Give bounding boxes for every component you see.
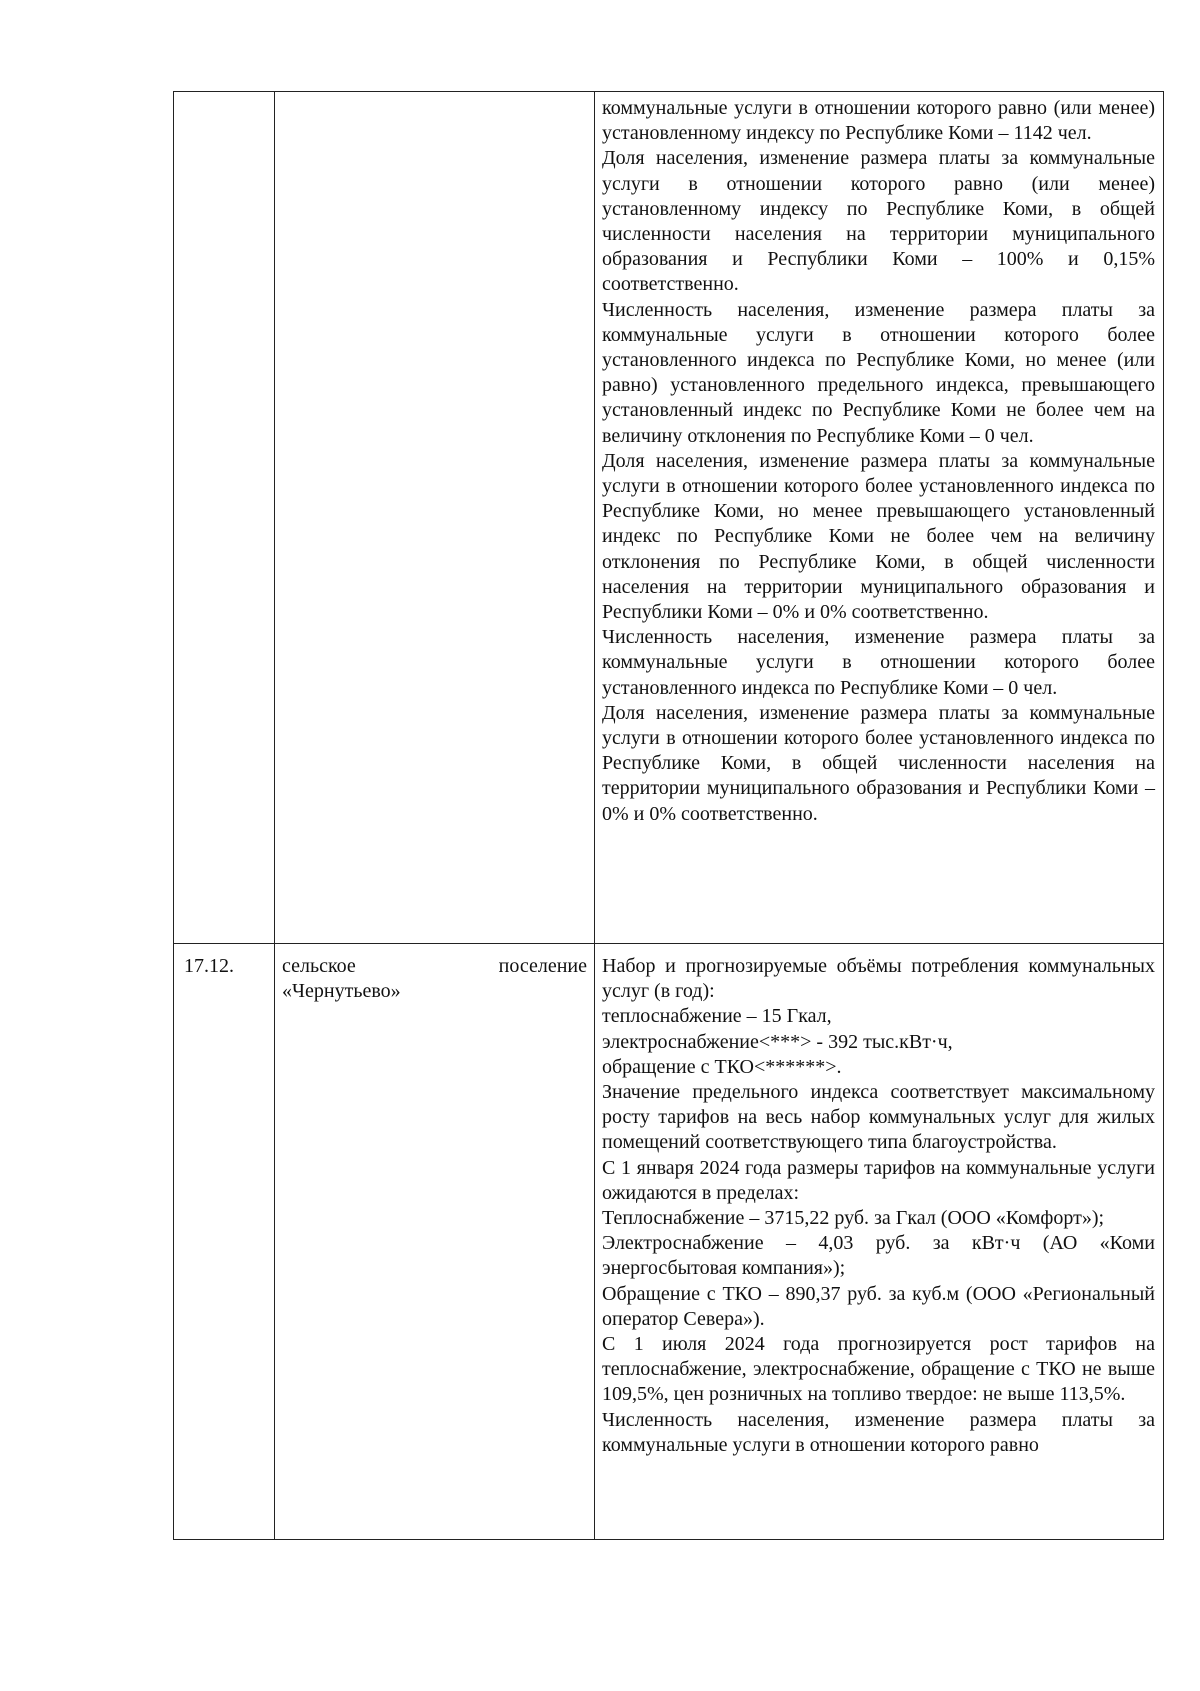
settlement-title: «Чернутьево»: [282, 980, 401, 1003]
row2-paragraph: Электроснабжение – 4,03 руб. за кВт·ч (АО «Коми энергосбытовая компания»);: [602, 1232, 1155, 1280]
row1-paragraph: Доля населения, изменение размера платы за коммунальные услуги в отношении которого более установленного индекса по Республике Коми, в общей численности населения на территории муниципального образования и Республики Коми – 0% и 0% соответственно.: [602, 701, 1155, 825]
row1-paragraph: Численность населения, изменение размера платы за коммунальные услуги в отношении которого более установленного индекса по Республике Коми, но менее (или равно) установленного предельного индекса, превышающего установленный индекс по Республике Коми не более чем на величину отклонения по Республике Коми – 0 чел.: [602, 298, 1155, 447]
row2-paragraph: электроснабжение<***> - 392 тыс.кВт·ч,: [602, 1030, 953, 1053]
settlement-type-word: поселение: [498, 955, 587, 977]
row1-paragraph: коммунальные услуги в отношении которого равно (или менее) установленному индексу по Республике Коми – 1142 чел.: [602, 97, 1155, 145]
settlement-type-word: сельское: [282, 955, 356, 977]
row1-paragraph: Доля населения, изменение размера платы за коммунальные услуги в отношении которого равно (или менее) установленному индексу по Республике Коми, в общей численности населения на территории муниципального образования и Республики Коми – 100% и 0,15% соответственно.: [602, 147, 1155, 296]
row2-paragraph: Значение предельного индекса соответствует максимальному росту тарифов на весь набор коммунальных услуг для жилых помещений соответствующего типа благоустройства.: [602, 1081, 1155, 1154]
row2-settlement-name: [282, 954, 587, 1004]
row2-number: 17.12.: [184, 955, 234, 977]
row2-description-cell: [602, 954, 1155, 1458]
row2-paragraph: Обращение с ТКО – 890,37 руб. за куб.м (ООО «Региональный оператор Севера»).: [602, 1282, 1155, 1330]
row1-paragraph: Численность населения, изменение размера платы за коммунальные услуги в отношении которого более установленного индекса по Республике Коми – 0 чел.: [602, 626, 1155, 699]
column-divider-2: [594, 92, 595, 1539]
row2-paragraph: Численность населения, изменение размера платы за коммунальные услуги в отношении которого равно: [602, 1408, 1155, 1456]
row2-paragraph: теплоснабжение – 15 Гкал,: [602, 1005, 832, 1028]
data-table: [173, 91, 1164, 1540]
row-divider: [174, 943, 1163, 944]
row2-paragraph: С 1 июля 2024 года прогнозируется рост тарифов на теплоснабжение, электроснабжение, обращение с ТКО не выше 109,5%, цен розничных на топливо твердое: не выше 113,5%.: [602, 1333, 1155, 1406]
row1-description-cell: [602, 96, 1155, 827]
row1-paragraph: Доля населения, изменение размера платы за коммунальные услуги в отношении которого более установленного индекса по Республике Коми, но менее превышающего установленный индекс по Республике Коми не более чем на величину отклонения по Республике Коми, в общей численности населения на территории муниципального образования и Республики Коми – 0% и 0% соответственно.: [602, 449, 1155, 624]
row2-paragraph: С 1 января 2024 года размеры тарифов на коммунальные услуги ожидаются в пределах:: [602, 1156, 1155, 1204]
row2-paragraph: Теплоснабжение – 3715,22 руб. за Гкал (ООО «Комфорт»);: [602, 1207, 1105, 1230]
row2-paragraph: обращение с ТКО<******>.: [602, 1055, 842, 1078]
row2-paragraph: Набор и прогнозируемые объёмы потребления коммунальных услуг (в год):: [602, 955, 1155, 1003]
column-divider-1: [274, 92, 275, 1539]
